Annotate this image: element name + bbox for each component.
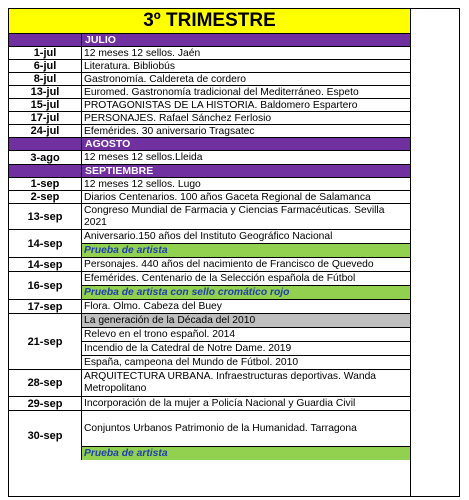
table-row (9, 258, 410, 272)
row-event: 12 meses 12 sellos.Lleida (84, 152, 203, 163)
row-event: Diarios Centenarios. 100 años Gaceta Regional de Salamanca (84, 192, 371, 203)
empty-side-column (411, 8, 460, 497)
row-event: PERSONAJES. Rafael Sánchez Ferlosio (84, 113, 272, 124)
table-row (9, 86, 410, 99)
table-row (9, 370, 410, 397)
table-row (9, 125, 410, 138)
month-header-agosto (9, 138, 410, 151)
row-event: Flora. Olmo. Cabeza del Buey (84, 301, 222, 312)
table-row (9, 272, 410, 300)
month-header-julio (9, 34, 410, 47)
table-row (9, 314, 410, 370)
month-label: AGOSTO (85, 138, 131, 150)
group-item: Relevo en el trono español. 2014 (82, 328, 410, 342)
table-row (9, 99, 410, 112)
row-date: 21-sep (9, 314, 82, 369)
table-row (9, 60, 410, 73)
row-date: 13-sep (9, 204, 82, 229)
table-row (9, 178, 410, 191)
table-row (9, 411, 410, 460)
row-event: Incorporación de la mujer a Policía Nacional y Guardia Civil (84, 398, 356, 409)
row-date: 29-sep (9, 397, 82, 410)
row-date: 3-ago (9, 151, 82, 164)
table-row (9, 204, 410, 230)
row-event: 12 meses 12 sellos. Lugo (84, 179, 201, 190)
month-date-cell (9, 138, 82, 150)
row-date: 17-jul (9, 112, 82, 124)
row-date: 15-jul (9, 99, 82, 111)
row-event: Conjuntos Urbanos Patrimonio de la Humanidad. Tarragona (82, 411, 410, 447)
row-date: 8-jul (9, 73, 82, 85)
month-date-cell (9, 34, 82, 46)
row-date: 14-sep (9, 230, 82, 257)
table-row (9, 151, 410, 165)
row-date: 17-sep (9, 300, 82, 313)
month-label: JULIO (85, 34, 116, 46)
row-event: Efemérides. 30 aniversario Tragsatec (84, 126, 255, 137)
table-row (9, 47, 410, 60)
month-date-cell (9, 165, 82, 177)
row-event: Aniversario.150 años del Instituto Geográfico Nacional (82, 230, 410, 244)
row-date: 6-jul (9, 60, 82, 72)
group-item: España, campeona del Mundo de Fútbol. 2010 (84, 357, 299, 368)
month-header-septiembre (9, 165, 410, 178)
table-row (9, 300, 410, 314)
row-event: Euromed. Gastronomía tradicional del Mediterráneo. Espeto (84, 87, 359, 98)
row-event: Efemérides. Centenario de la Selección española de Fútbol (82, 272, 410, 286)
table-row (9, 73, 410, 86)
row-event: Personajes. 440 años del nacimiento de Francisco de Quevedo (84, 259, 374, 270)
month-label: SEPTIEMBRE (85, 165, 154, 177)
row-date: 28-sep (9, 370, 82, 396)
row-event: 12 meses 12 sellos. Jaén (84, 48, 201, 59)
group-item: Incendio de la Catedral de Notre Dame. 2019 (82, 342, 410, 356)
row-date: 24-jul (9, 125, 82, 137)
row-date: 1-jul (9, 47, 82, 59)
stamp-calendar-table (8, 8, 411, 497)
row-date: 13-jul (9, 86, 82, 98)
table-row (9, 191, 410, 204)
row-event: ARQUITECTURA URBANA. Infraestructuras deportivas. Wanda Metropolitano (84, 371, 377, 394)
row-date: 16-sep (9, 272, 82, 299)
row-date: 1-sep (9, 178, 82, 190)
artist-proof-note: Prueba de artista (82, 447, 410, 460)
row-event: PROTAGONISTAS DE LA HISTORIA. Baldomero Espartero (84, 100, 358, 111)
group-header: La generación de la Década del 2010 (82, 314, 410, 328)
page-title: 3º TRIMESTRE (9, 9, 410, 34)
row-date: 14-sep (9, 258, 82, 271)
row-date: 2-sep (9, 191, 82, 203)
table-row (9, 112, 410, 125)
table-row (9, 230, 410, 258)
row-date: 30-sep (9, 411, 82, 460)
artist-proof-note: Prueba de artista con sello cromático rojo (82, 286, 410, 299)
row-event: Literatura. Bibliobús (84, 61, 176, 72)
row-event: Congreso Mundial de Farmacia y Ciencias Farmacéuticas. Sevilla 2021 (84, 205, 385, 228)
table-row (9, 397, 410, 411)
row-event: Gastronomía. Caldereta de cordero (84, 74, 246, 85)
artist-proof-note: Prueba de artista (82, 244, 410, 257)
